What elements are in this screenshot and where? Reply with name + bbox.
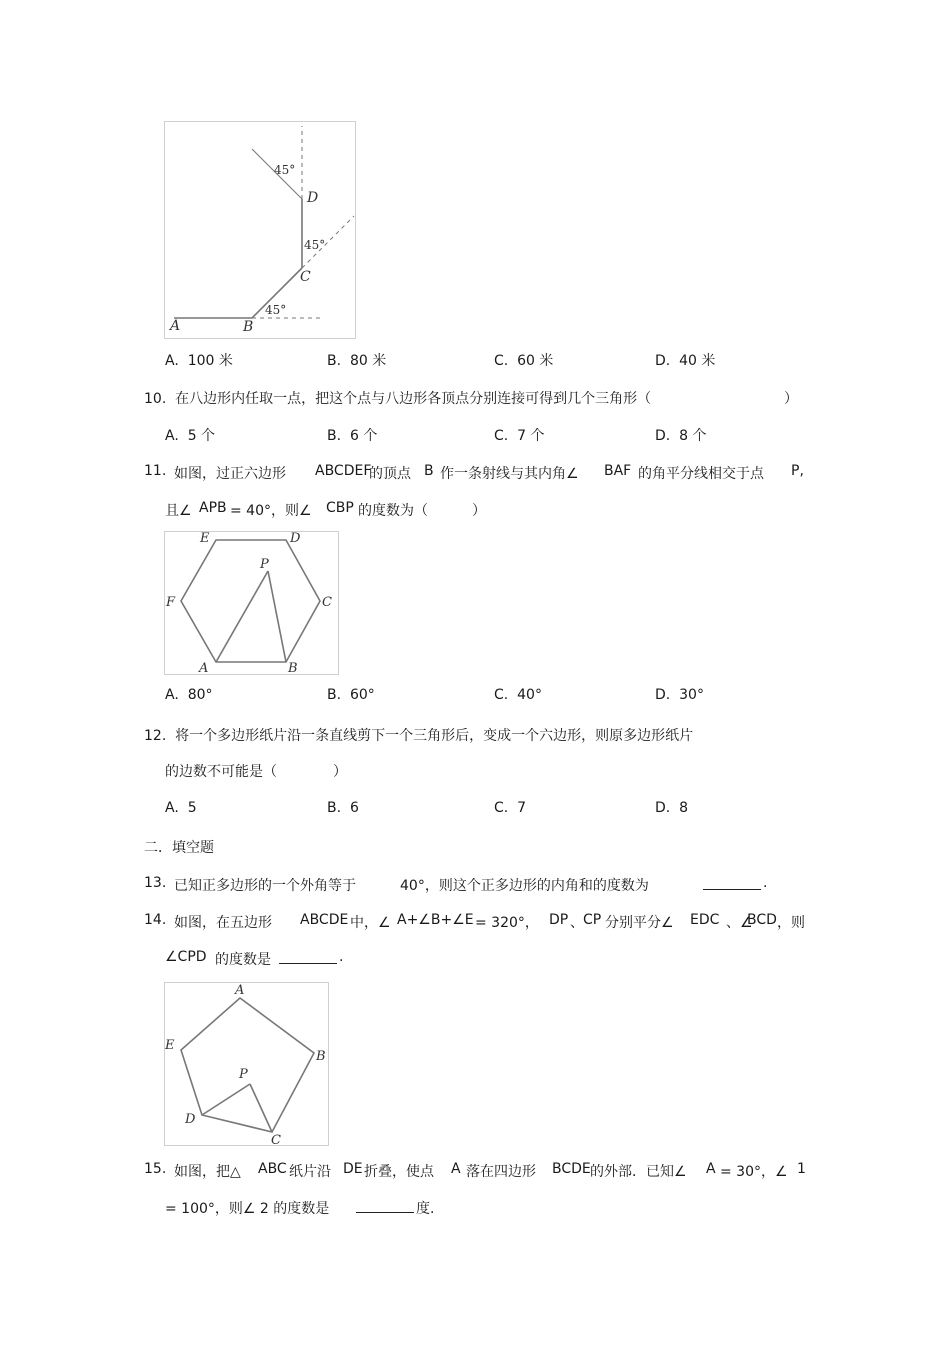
fig14-label-P: P (239, 1067, 248, 1082)
fig11-label-A: A (199, 661, 209, 675)
q14-term: BCD (747, 912, 777, 928)
q11-text: 的角平分线相交于点 (638, 466, 764, 482)
q14-term: ∠CPD (165, 949, 207, 965)
q12-option-a[interactable]: A. 5 (165, 800, 197, 816)
q15-term: A (451, 1161, 461, 1177)
q9-option-b[interactable]: B. 80 米 (327, 353, 387, 369)
q10-stem (144, 388, 651, 408)
fig11-label-C: C (322, 595, 332, 610)
q10-option-a[interactable]: A. 5 个 (165, 428, 216, 444)
q9-option-c[interactable]: C. 60 米 (494, 353, 554, 369)
q11-term: P, (791, 463, 804, 479)
q11-option-a[interactable]: A. 80° (165, 687, 213, 703)
fig14-label-E: E (165, 1038, 175, 1053)
q15-text: = 30°，∠ (720, 1164, 788, 1180)
q11-text: = 40°，则∠ (230, 503, 312, 519)
fig9-label-C: C (300, 269, 311, 285)
q14-text: = 320°， (475, 915, 539, 931)
q15-text: 折叠，使点 (364, 1164, 434, 1180)
q10-option-c[interactable]: C. 7 个 (494, 428, 545, 444)
q15-text: 如图，把△ (174, 1164, 241, 1180)
q13-period: . (763, 875, 768, 891)
q15-text: = 100°，则∠ 2 的度数是 (165, 1201, 330, 1217)
q10-text: 在八边形内任取一点，把这个点与八边形各顶点分别连接可得到几个三角形（ (175, 391, 652, 407)
q15-term: DE (343, 1161, 363, 1177)
q12-stem-line2 (165, 761, 277, 781)
q11-number: 11. (144, 463, 167, 479)
q11-text: 作一条射线与其内角∠ (440, 466, 579, 482)
q11-text: 的度数为（ (358, 503, 428, 519)
section-heading: 二．填空题 (144, 840, 214, 856)
q10-option-d[interactable]: D. 8 个 (655, 428, 707, 444)
q10-option-b[interactable]: B. 6 个 (327, 428, 378, 444)
q11-term: B (424, 463, 434, 479)
q15-term: A (706, 1161, 716, 1177)
q15-answer-blank[interactable] (356, 1198, 414, 1213)
q12-option-d[interactable]: D. 8 (655, 800, 689, 816)
q14-text: 中，∠ (350, 915, 391, 931)
q15-text: 落在四边形 (466, 1164, 536, 1180)
fig14-label-B: B (316, 1049, 326, 1064)
q11-option-b[interactable]: B. 60° (327, 687, 375, 703)
figure-q9-path (164, 121, 356, 339)
q14-term: DP (549, 912, 569, 928)
q15-term: BCDE (552, 1161, 591, 1177)
q9-option-d[interactable]: D. 40 米 (655, 353, 716, 369)
q14-text: 、∠ (726, 915, 753, 931)
fig9-angle-bottom: 45° (265, 303, 287, 317)
q14-text: 分别平分∠ (605, 915, 674, 931)
q10-number: 10. (144, 391, 167, 407)
q11-term: CBP (326, 500, 354, 516)
figure-q11-hexagon (164, 531, 339, 675)
q11-text: 且∠ (165, 503, 192, 519)
fig9-label-B: B (243, 319, 254, 335)
fig11-label-D: D (290, 531, 301, 546)
figure-q14-pentagon (164, 982, 329, 1146)
q11-term: APB (199, 500, 227, 516)
q13-number: 13. (144, 875, 167, 891)
fig9-angle-mid: 45° (304, 238, 326, 252)
fig11-label-B: B (288, 661, 298, 675)
q12-stem-line1 (144, 725, 693, 745)
fig9-angle-top: 45° (274, 163, 296, 177)
q15-text: 的外部．已知∠ (590, 1164, 687, 1180)
q12-option-b[interactable]: B. 6 (327, 800, 359, 816)
q12-text: 将一个多边形纸片沿一条直线剪下一个三角形后，变成一个六边形，则原多边形纸片 (175, 728, 694, 744)
q14-term: EDC (690, 912, 720, 928)
q11-option-c[interactable]: C. 40° (494, 687, 542, 703)
fig14-label-C: C (271, 1133, 281, 1146)
q12-text: 的边数不可能是（ (165, 764, 277, 780)
q14-text: ，则 (777, 915, 805, 931)
q14-term: CP (583, 912, 602, 928)
q15-text: 度. (416, 1201, 435, 1217)
fig11-label-F: F (166, 595, 176, 610)
q13-text: 40°，则这个正多边形的内角和的度数为 (400, 878, 649, 894)
q14-period: . (339, 949, 344, 965)
fig11-label-P: P (260, 557, 269, 572)
q12-paren-close: ） (333, 764, 347, 780)
q12-number: 12. (144, 728, 167, 744)
q13-answer-blank[interactable] (703, 875, 761, 890)
q14-text: 、 (570, 915, 584, 931)
q10-paren-close: ） (784, 391, 798, 407)
q14-text: 的度数是 (215, 952, 271, 968)
fig14-label-D: D (185, 1112, 196, 1127)
q14-term: ABCDE (300, 912, 349, 928)
q11-term: BAF (604, 463, 632, 479)
q11-term: ABCDEF (315, 463, 372, 479)
q15-term: ABC (258, 1161, 287, 1177)
q11-option-d[interactable]: D. 30° (655, 687, 704, 703)
q11-text: 的顶点 (369, 466, 411, 482)
q15-number: 15. (144, 1161, 167, 1177)
q14-number: 14. (144, 912, 167, 928)
fig9-label-A: A (170, 318, 181, 334)
q12-option-c[interactable]: C. 7 (494, 800, 527, 816)
q15-text: 纸片沿 (289, 1164, 331, 1180)
q14-answer-blank[interactable] (279, 949, 337, 964)
q14-text: 如图，在五边形 (174, 915, 272, 931)
q14-term: A+∠B+∠E (397, 912, 474, 928)
q9-option-a[interactable]: A. 100 米 (165, 353, 233, 369)
fig9-label-D: D (307, 190, 319, 206)
q11-text: 如图，过正六边形 (174, 466, 286, 482)
fig14-label-A: A (235, 983, 245, 998)
q15-term: 1 (797, 1161, 806, 1177)
q13-text: 已知正多边形的一个外角等于 (174, 878, 356, 894)
q11-paren-close: ） (472, 503, 486, 519)
fig11-label-E: E (200, 531, 210, 546)
